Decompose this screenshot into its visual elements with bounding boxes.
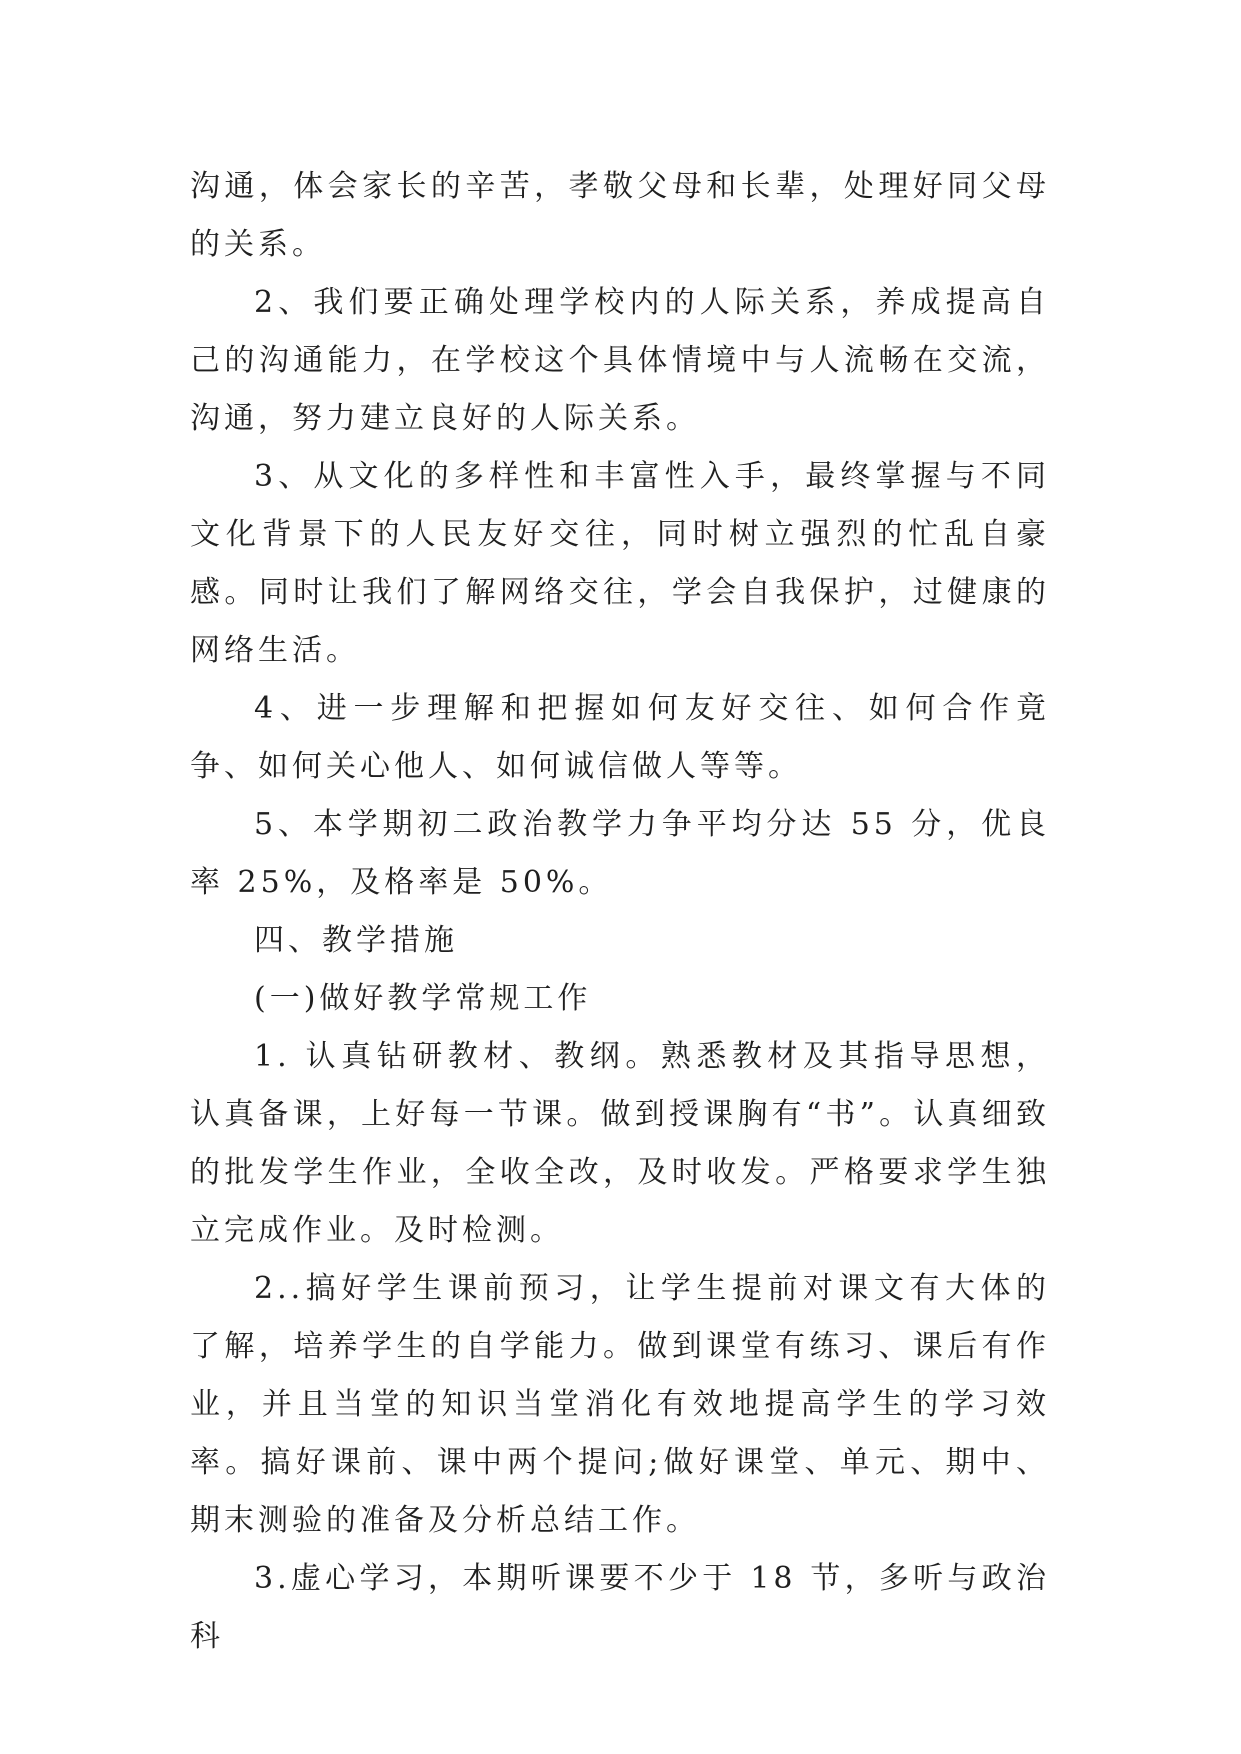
document-body: [190, 158, 1050, 1666]
paragraph-measure-1: 1. 认真钻研教材、教纲。熟悉教材及其指导思想，认真备课，上好每一节课。做到授课胸有“书”。认真细致的批发学生作业，全收全改，及时收发。严格要求学生独立完成作业。及时检测。: [190, 1039, 1050, 1248]
paragraph-goal-5: 5、本学期初二政治教学力争平均分达 55 分，优良率 25%，及格率是 50%。: [190, 807, 1050, 900]
section-heading: 四、教学措施: [254, 923, 458, 958]
subsection-heading: (一)做好教学常规工作: [254, 981, 592, 1016]
paragraph-goal-4: 4、进一步理解和把握如何友好交往、如何合作竟争、如何关心他人、如何诚信做人等等。: [190, 691, 1050, 784]
paragraph-continuation: 沟通，体会家长的辛苦，孝敬父母和长辈，处理好同父母的关系。: [190, 169, 1050, 262]
paragraph-measure-3: 3.虚心学习，本期听课要不少于 18 节，多听与政治科: [190, 1561, 1050, 1654]
paragraph-goal-3: 3、从文化的多样性和丰富性入手，最终掌握与不同文化背景下的人民友好交往，同时树立强烈的忙乱自豪感。同时让我们了解网络交往，学会自我保护，过健康的网络生活。: [190, 459, 1050, 668]
paragraph-goal-2: 2、我们要正确处理学校内的人际关系，养成提高自己的沟通能力，在学校这个具体情境中与人流畅在交流，沟通，努力建立良好的人际关系。: [190, 285, 1050, 436]
paragraph-measure-2: 2..搞好学生课前预习，让学生提前对课文有大体的了解，培养学生的自学能力。做到课堂有练习、课后有作业，并且当堂的知识当堂消化有效地提高学生的学习效率。搞好课前、课中两个提问;做好课堂、单元、期中、期末测验的准备及分析总结工作。: [190, 1271, 1050, 1538]
